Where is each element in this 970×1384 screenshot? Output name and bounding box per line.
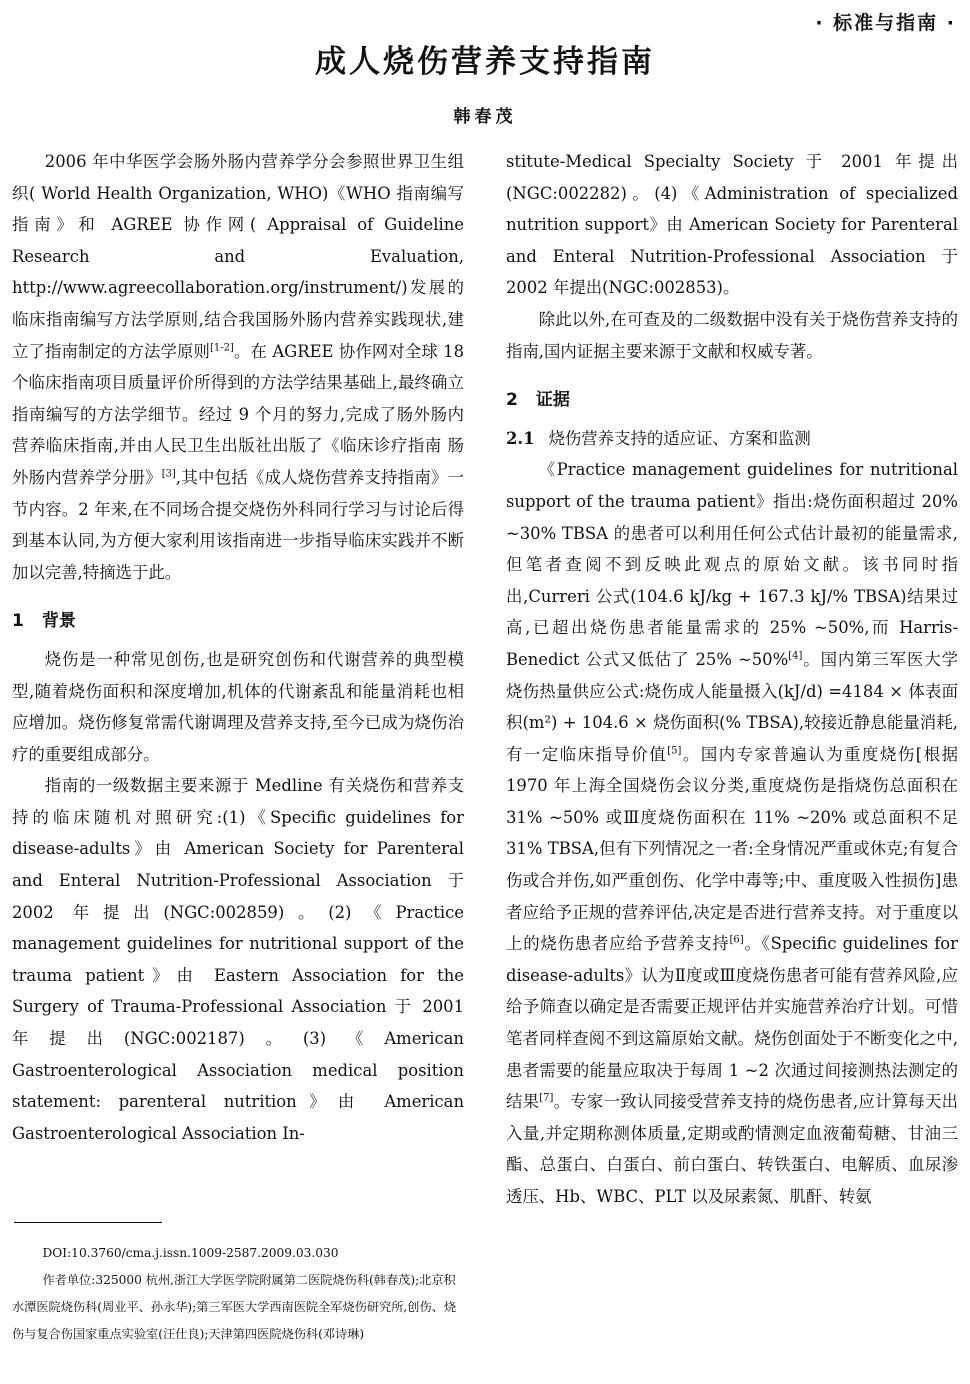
background-paragraph: 烧伤是一种常见创伤,也是研究创伤和代谢营养的典型模型,随着烧伤面积和深度增加,机体的代谢紊乱和能量消耗也相应增加。烧伤修复常需代谢调理及营养支持,至今已成为烧伤治疗的重要组成部分。 — [12, 649, 464, 764]
citation-ref: [1-2] — [209, 342, 234, 354]
left-column — [12, 146, 464, 1149]
section-heading-evidence: 2 证据 — [506, 390, 570, 411]
subsection-heading-indications: 2.1 烧伤营养支持的适应证、方案和监测 — [506, 428, 811, 448]
doi-line: DOI:10.3760/cma.j.issn.1009-2587.2009.03.030 — [42, 1246, 339, 1260]
section-tag: · 标准与指南 · — [815, 12, 956, 34]
citation-ref: [4] — [788, 650, 803, 662]
footnote-divider — [14, 1222, 162, 1223]
citation-ref: [6] — [729, 934, 744, 946]
intro-paragraph: 2006 年中华医学会肠外肠内营养学分会参照世界卫生组织( World Health Organization, WHO)《WHO 指南编写指南》和 AGREE 协作网( Appraisal of Guideline Research and Evaluation, http://www.agreecollaboration.org/instrument/)发展的临床指南编写方法学原则,结合我国肠外肠内营养实践现状,建立了指南制定的方法学原则[1-2]。在 AGREE 协作网对全球 18 个临床指南项目质量评价所得到的方法学结果基础上,最终确立指南编写的方法学细节。经过 9 个月的努力,完成了肠外肠内营养临床指南,并由人民卫生出版社出版了《临床诊疗指南 肠外肠内营养学分册》[3],其中包括《成人烧伤营养支持指南》一节内容。2 年来,在不同场合提交烧伤外科同行学习与讨论后得到基本认同,为方便大家利用该指南进一步指导临床实践并不断加以完善,特摘选于此。 — [12, 152, 464, 582]
secondary-data-paragraph: 除此以外,在可查及的二级数据中没有关于烧伤营养支持的指南,国内证据主要来源于文献和权威专著。 — [506, 309, 958, 361]
article-author: 韩春茂 — [453, 107, 517, 127]
citation-ref: [3] — [161, 468, 176, 480]
article-title: 成人烧伤营养支持指南 — [315, 44, 655, 80]
author-affiliation: 作者单位:325000 杭州,浙江大学医学院附属第二医院烧伤科(韩春茂);北京积水潭医院烧伤科(周业平、孙永华);第三军医大学西南医院全军烧伤研究所,创伤、烧伤与复合伤国家重点实验室(汪仕良);天津第四医院烧伤科(邓诗琳) — [12, 1273, 457, 1341]
data-source-paragraph: 指南的一级数据主要来源于 Medline 有关烧伤和营养支持的临床随机对照研究:(1)《Specific guidelines for disease-adults》由 American Society for Parenteral and Enteral Nutrition-Professional Association 于 2002 年提出(NGC:002859)。(2)《Practice management guidelines for nutritional support of the trauma patient》由 Eastern Association for the Surgery of Trauma-Professional Association 于 2001 年提出(NGC:002187)。(3)《American Gastroenterological Association medical position statement: parenteral nutrition》由 American Gastroenterological Association In- — [12, 776, 464, 1143]
evidence-paragraph: 《Practice management guidelines for nutritional support of the trauma patient》指出:烧伤面积超过 20% ~30% TBSA 的患者可以利用任何公式估计最初的能量需求,但笔者查阅不到反映此观点的原始文献。该书同时指出,Curreri 公式(104.6 kJ/kg + 167.3 kJ/% TBSA)结果过高,已超出烧伤患者能量需求的 25% ~50%,而 Harris-Benedict 公式又低估了 25% ~50%[4]。国内第三军医大学烧伤热量供应公式:烧伤成人能量摄入(kJ/d) =4184 × 体表面积(m²) + 104.6 × 烧伤面积(% TBSA),较接近静息能量消耗,有一定临床指导价值[5]。国内专家普遍认为重度烧伤[根据 1970 年上海全国烧伤会议分类,重度烧伤是指烧伤总面积在 31% ~50% 或Ⅲ度烧伤面积在 11% ~20% 或总面积不足 31% TBSA,但有下列情况之一者:全身情况严重或休克;有复合伤或合并伤,如严重创伤、化学中毒等;中、重度吸入性损伤]患者应给予正规的营养评估,决定是否进行营养支持。对于重度以上的烧伤患者应给予营养支持[6]。《Specific guidelines for disease-adults》认为Ⅱ度或Ⅲ度烧伤患者可能有营养风险,应给予筛查以确定是否需要正规评估并实施营养治疗计划。可惜笔者同样查阅不到这篇原始文献。烧伤创面处于不断变化之中,患者需要的能量应取决于每周 1 ~2 次通过间接测热法测定的结果[7]。专家一致认同接受营养支持的烧伤患者,应计算每天出入量,并定期称测体质量,定期或酌情测定血液葡萄糖、甘油三酯、总蛋白、白蛋白、前白蛋白、转铁蛋白、电解质、血尿渗透压、Hb、WBC、PLT 以及尿素氮、肌酐、转氨 — [506, 460, 959, 1206]
data-source-continued: stitute-Medical Specialty Society 于 2001 年提出(NGC:002282)。(4)《Administration of specialized nutrition support》由 American Society for Parenteral and Enteral Nutrition-Professional Association 于 2002 年提出(NGC:002853)。 — [506, 152, 958, 298]
right-column — [506, 146, 958, 1213]
section-heading-background: 1 背景 — [12, 611, 76, 632]
citation-ref: [7] — [539, 1092, 554, 1104]
citation-ref: [5] — [667, 745, 682, 757]
footnotes — [12, 1240, 464, 1348]
